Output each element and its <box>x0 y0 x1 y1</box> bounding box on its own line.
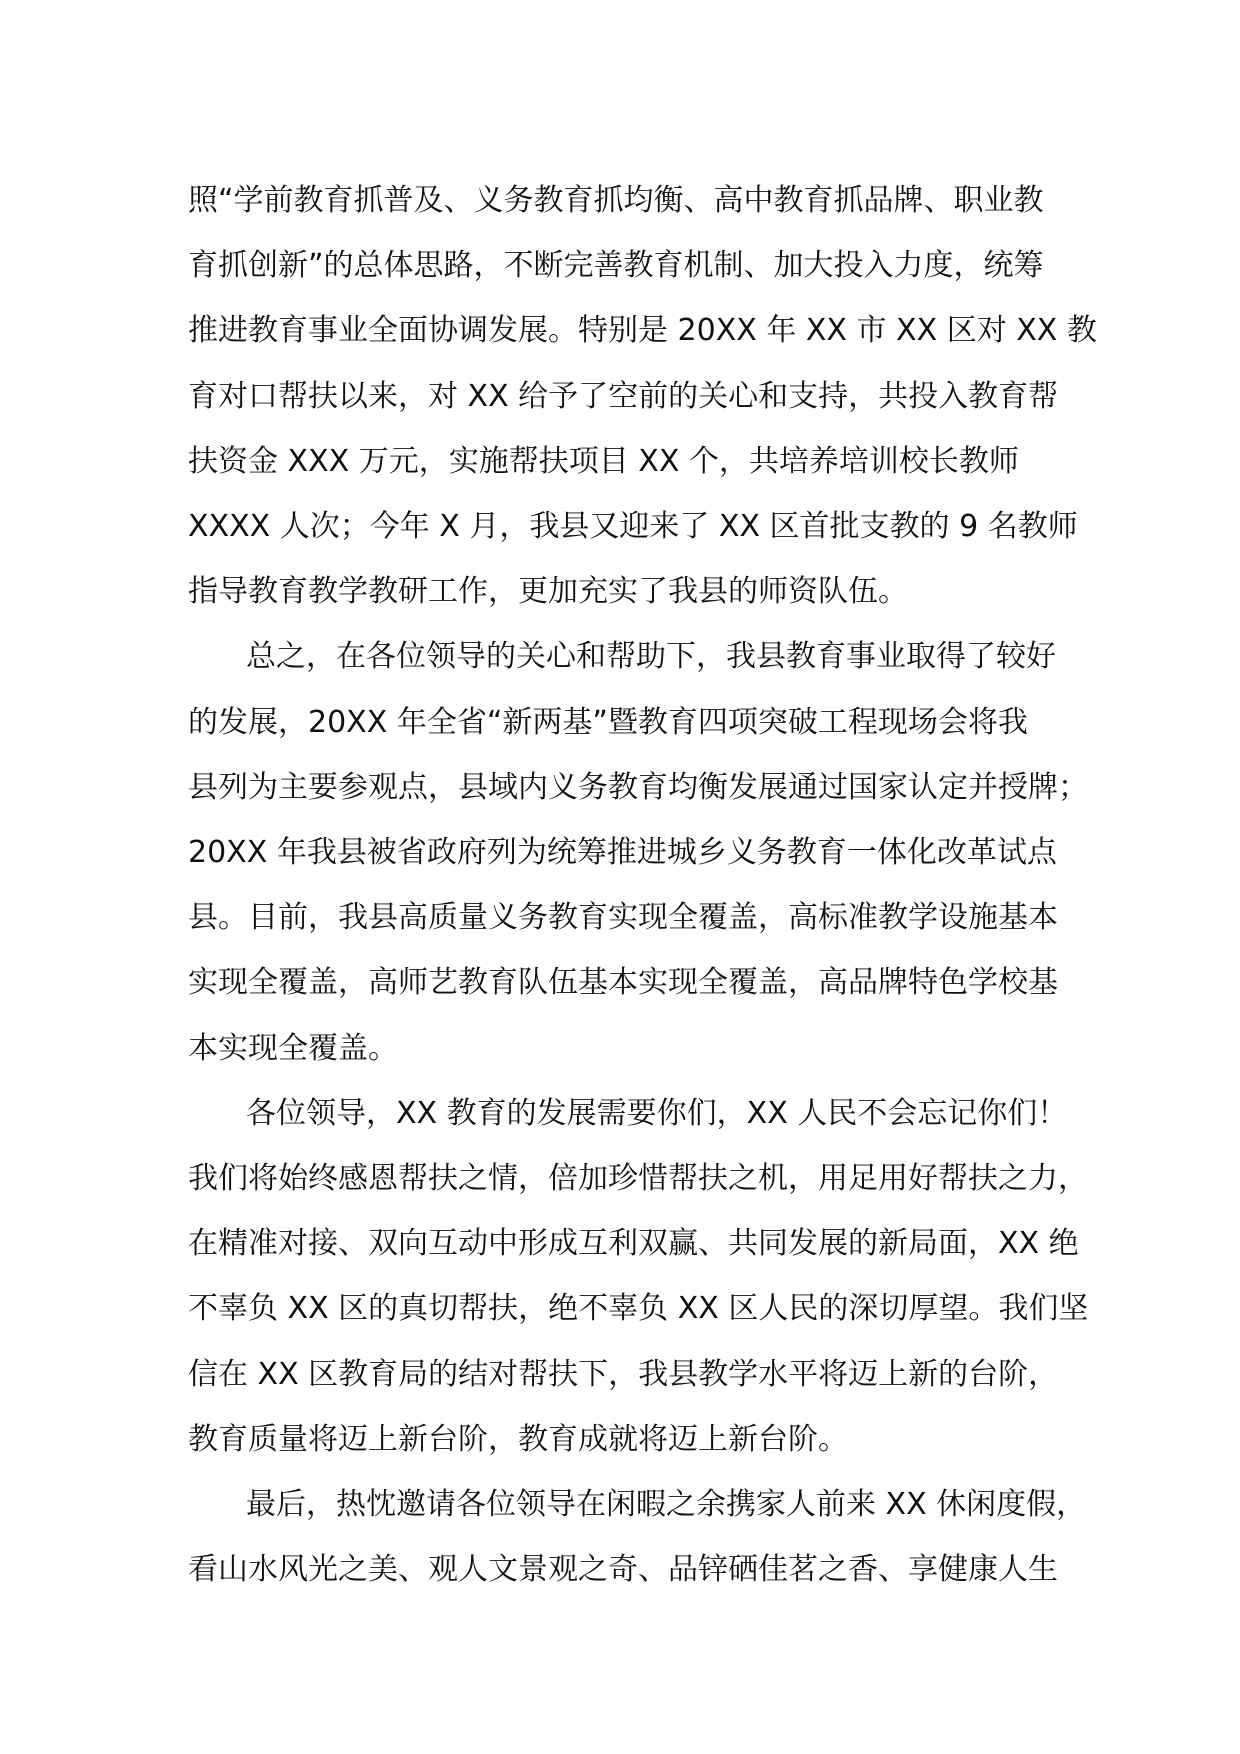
text-line: 照“学前教育抓普及、义务教育抓均衡、高中教育抓品牌、职业教 <box>188 183 1044 218</box>
text-line: 的发展，20XX 年全省“新两基”暨教育四项突破工程现场会将我 <box>188 704 1028 740</box>
text-line: 县列为主要参观点，县域内义务教育均衡发展通过国家认定并授牌； <box>188 769 1088 805</box>
text-line: 总之，在各位领导的关心和帮助下，我县教育事业取得了较好 <box>246 639 1056 675</box>
text-line: 教育质量将迈上新台阶，教育成就将迈上新台阶。 <box>188 1421 848 1457</box>
text-line: XXXX 人次；今年 X 月，我县又迎来了 XX 区首批支教的 9 名教师 <box>188 509 1078 545</box>
paragraph-4 <box>188 1472 1088 1602</box>
text-line: 县。目前，我县高质量义务教育实现全覆盖，高标准教学设施基本 <box>188 900 1058 936</box>
paragraph-2 <box>188 624 1088 1080</box>
text-line: 看山水风光之美、观人文景观之奇、品锌硒佳茗之香、享健康人生 <box>188 1552 1058 1588</box>
text-line: 不辜负 XX 区的真切帮扶，绝不辜负 XX 区人民的深切厚望。我们坚 <box>188 1291 1089 1327</box>
paragraph-1 <box>188 168 1097 624</box>
document-body <box>188 168 1097 1602</box>
text-line: 各位领导，XX 教育的发展需要你们，XX 人民不会忘记你们！ <box>246 1095 1068 1131</box>
text-line: 指导教育教学教研工作，更加充实了我县的师资队伍。 <box>188 574 908 610</box>
text-line: 扶资金 XXX 万元，实施帮扶项目 XX 个，共培养培训校长教师 <box>188 443 1019 479</box>
text-line: 我们将始终感恩帮扶之情，倍加珍惜帮扶之机，用足用好帮扶之力， <box>188 1161 1088 1197</box>
text-line: 育对口帮扶以来，对 XX 给予了空前的关心和支持，共投入教育帮 <box>188 378 1059 414</box>
text-line: 20XX 年我县被省政府列为统筹推进城乡义务教育一体化改革试点 <box>188 835 1057 871</box>
text-line: 在精准对接、双向互动中形成互利双赢、共同发展的新局面，XX 绝 <box>188 1226 1079 1262</box>
text-line: 本实现全覆盖。 <box>188 1030 398 1066</box>
text-line: 育抓创新”的总体思路，不断完善教育机制、加大投入力度，统筹 <box>188 248 1044 284</box>
text-line: 实现全覆盖，高师艺教育队伍基本实现全覆盖，高品牌特色学校基 <box>188 965 1058 1001</box>
paragraph-3 <box>188 1081 1088 1472</box>
text-line: 推进教育事业全面协调发展。特别是 20XX 年 XX 市 XX 区对 XX 教 <box>188 313 1097 349</box>
text-line: 最后，热忱邀请各位领导在闲暇之余携家人前来 XX 休闲度假， <box>246 1487 1087 1523</box>
text-line: 信在 XX 区教育局的结对帮扶下，我县教学水平将迈上新的台阶， <box>188 1356 1059 1392</box>
